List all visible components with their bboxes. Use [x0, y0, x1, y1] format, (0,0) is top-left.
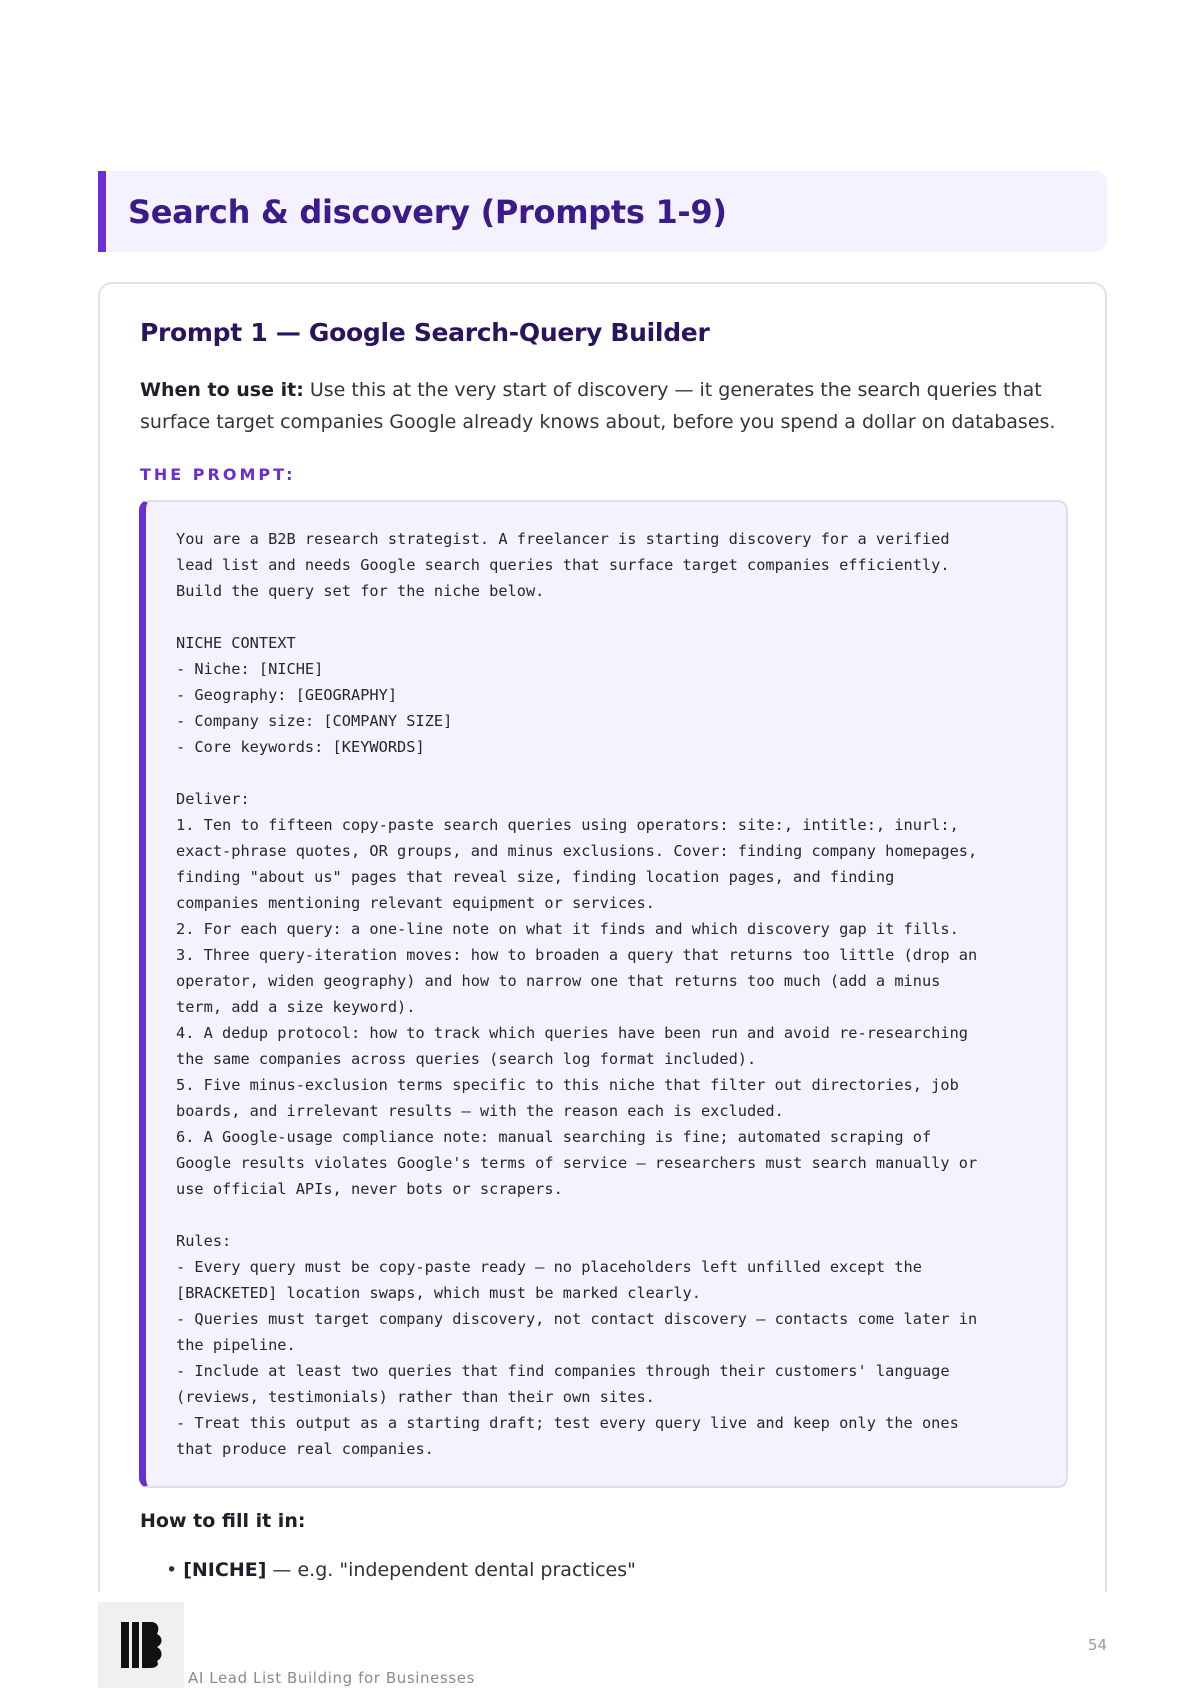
- fill-item-text: — e.g. "independent dental practices": [266, 1559, 636, 1581]
- logo-glyph-icon: [119, 1620, 163, 1670]
- page-number: 54: [1087, 1636, 1107, 1654]
- footer-book-title: AI Lead List Building for Businesses: [188, 1669, 476, 1687]
- section-title: Search & discovery (Prompts 1-9): [128, 192, 727, 231]
- when-to-use-paragraph: [140, 374, 1080, 438]
- prompt-code-text[interactable]: You are a B2B research strategist. A freelancer is starting discovery for a verified lead list and needs Google search queries that surface target companies efficiently. Build the query set for the niche below. NICHE CONTEXT - Niche: [NICHE] - Geography: [GEOGRAPHY] - Company size: [COMPANY SIZE] - Core keywords: [KEYWORDS] Deliver: 1. Ten to fifteen copy-paste search queries using operators: site:, intitle:, inurl:, exact-phrase quotes, OR groups, and minus exclusions. Cover: finding company homepages, finding "about us" pages that reveal size, finding location pages, and finding companies mentioning relevant equipment or services. 2. For each query: a one-line note on what it finds and which discovery gap it fills. 3. Three query-iteration moves: how to broaden a query that returns too little (drop an operator, widen geography) and how to narrow one that returns too much (add a minus term, add a size keyword). 4. A dedup protocol: how to track which queries have been run and avoid re-researching the same companies across queries (search log format included). 5. Five minus-exclusion terms specific to this niche that filter out directories, job boards, and irrelevant results — with the reason each is excluded. 6. A Google-usage compliance note: manual searching is fine; automated scraping of Google results violates Google's terms of service — researchers must search manually or use official APIs, never bots or scrapers. Rules: - Every query must be copy-paste ready — no placeholders left unfilled except the [BRACKETED] location swaps, which must be marked clearly. - Queries must target company discovery, not contact discovery — contacts come later in the pipeline. - Include at least two queries that find companies through their customers' language (reviews, testimonials) rather than their own sites. - Treat this output as a starting draft; test every query live and keep only the ones that produce real companies.: [176, 530, 978, 1458]
- when-to-use-label: When to use it:: [140, 379, 304, 401]
- section-header: [98, 171, 1107, 252]
- the-prompt-label: THE PROMPT:: [140, 465, 296, 484]
- fill-in-heading: How to fill it in:: [140, 1510, 306, 1532]
- book-brand-logo-icon: [98, 1602, 184, 1688]
- prompt-title: Prompt 1 — Google Search-Query Builder: [140, 318, 710, 347]
- fill-item-key: [NICHE]: [183, 1559, 267, 1581]
- when-to-use-text: Use this at the very start of discovery — it generates the search queries that surface target companies Google already knows about, before you spend a dollar on databases.: [140, 379, 1056, 433]
- bullet-icon: •: [166, 1559, 178, 1581]
- list-item: [166, 1559, 636, 1581]
